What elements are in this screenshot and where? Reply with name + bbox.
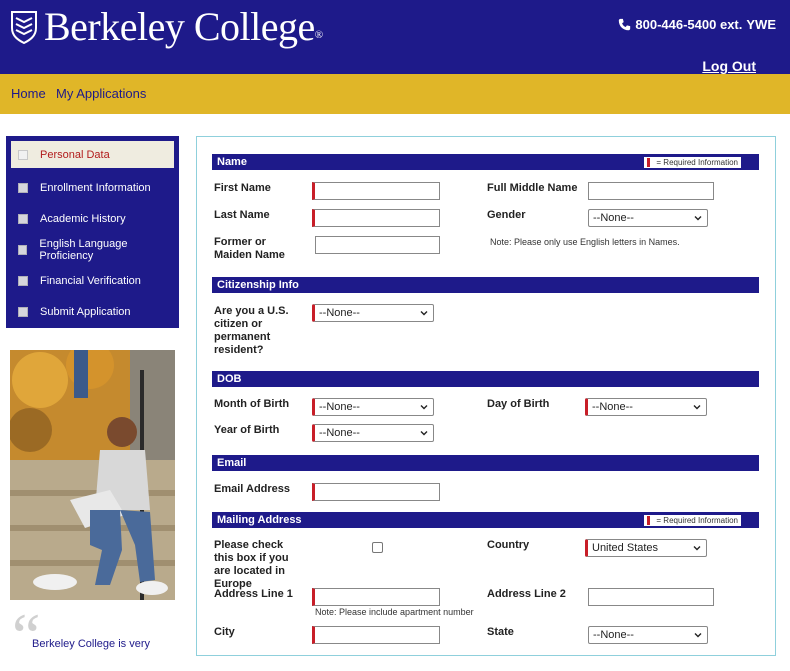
names-english-note: Note: Please only use English letters in Names. [490, 237, 680, 247]
section-title: Name [217, 156, 247, 168]
sidebar-item-label: Financial Verification [40, 274, 141, 287]
nav-my-applications[interactable]: My Applications [56, 86, 147, 101]
us-citizen-question-label: Are you a U.S. citizen or permanent resident? [214, 305, 289, 356]
step-checkbox-icon [18, 150, 28, 160]
phone-extension: YWE [746, 17, 776, 32]
section-header-dob [212, 371, 759, 387]
sidebar-item-personal-data[interactable] [11, 141, 174, 168]
email-address-label: Email Address [214, 483, 291, 495]
gender-label: Gender [487, 209, 526, 221]
state-select-value: --None-- [593, 629, 634, 641]
gender-select[interactable] [588, 209, 708, 227]
application-steps-sidebar [6, 136, 179, 328]
country-select[interactable] [585, 539, 707, 557]
phone-contact [618, 17, 776, 32]
city-input[interactable] [312, 626, 440, 644]
section-header-name [212, 154, 759, 170]
shield-icon [10, 10, 38, 44]
step-checkbox-icon [18, 276, 28, 286]
state-label: State [487, 626, 514, 638]
full-middle-name-label: Full Middle Name [487, 182, 578, 194]
address-line-1-label: Address Line 1 [214, 588, 293, 600]
chevron-down-icon [419, 308, 429, 318]
year-select-value: --None-- [319, 427, 360, 439]
sidebar-item-label: Academic History [40, 212, 126, 225]
section-header-mailing-address [212, 512, 759, 528]
day-select-value: --None-- [592, 401, 633, 413]
day-of-birth-select[interactable] [585, 398, 707, 416]
phone-icon [618, 18, 631, 31]
gender-select-value: --None-- [593, 212, 634, 224]
testimonial-text: Berkeley College is very [32, 638, 150, 650]
us-citizen-select[interactable] [312, 304, 434, 322]
college-logo[interactable] [10, 4, 323, 50]
college-name: Berkeley College® [44, 4, 323, 49]
sidebar-item-label: Enrollment Information [40, 181, 151, 194]
chevron-down-icon [419, 402, 429, 412]
country-label: Country [487, 539, 530, 551]
section-title: Mailing Address [217, 514, 302, 526]
former-maiden-name-input[interactable] [315, 236, 440, 254]
step-checkbox-icon [18, 214, 28, 224]
phone-number: 800-446-5400 ext. [635, 17, 743, 32]
logout-link[interactable]: Log Out [702, 58, 756, 74]
full-middle-name-input[interactable] [588, 182, 714, 200]
sidebar-item-english-proficiency[interactable] [11, 234, 174, 265]
state-select[interactable] [588, 626, 708, 644]
sidebar-item-submit-application[interactable] [11, 296, 174, 327]
main-nav [0, 74, 790, 114]
step-checkbox-icon [18, 307, 28, 317]
first-name-label: First Name [214, 182, 271, 194]
last-name-input[interactable] [312, 209, 440, 227]
sidebar-item-label: Submit Application [40, 305, 131, 318]
section-title: Citizenship Info [217, 279, 299, 291]
address-line-2-input[interactable] [588, 588, 714, 606]
sidebar-item-label: English Language Proficiency [39, 237, 128, 262]
month-of-birth-select[interactable] [312, 398, 434, 416]
required-legend: = Required Information [644, 515, 741, 526]
chevron-down-icon [692, 402, 702, 412]
required-legend: = Required Information [644, 157, 741, 168]
student-photo [10, 350, 175, 600]
chevron-down-icon [693, 630, 703, 640]
europe-checkbox-label: Please check this box if you are located in Europe [214, 539, 289, 590]
day-of-birth-label: Day of Birth [487, 398, 550, 410]
address-line-1-input[interactable] [312, 588, 440, 606]
sidebar-item-financial-verification[interactable] [11, 265, 174, 296]
europe-checkbox[interactable] [372, 542, 383, 553]
section-title: DOB [217, 373, 242, 385]
site-header [0, 0, 790, 74]
month-of-birth-label: Month of Birth [214, 398, 290, 410]
chevron-down-icon [693, 213, 703, 223]
apartment-number-note: Note: Please include apartment number [315, 607, 474, 617]
step-checkbox-icon [18, 245, 27, 255]
email-address-input[interactable] [312, 483, 440, 501]
section-header-email [212, 455, 759, 471]
quote-mark-icon: “ [12, 600, 41, 671]
city-label: City [214, 626, 235, 638]
chevron-down-icon [419, 428, 429, 438]
sidebar-item-academic-history[interactable] [11, 203, 174, 234]
year-of-birth-label: Year of Birth [214, 424, 280, 436]
first-name-input[interactable] [312, 182, 440, 200]
section-title: Email [217, 457, 247, 469]
sidebar-item-label: Personal Data [40, 148, 110, 161]
section-header-citizenship [212, 277, 759, 293]
student-photo-illustration [10, 350, 175, 600]
year-of-birth-select[interactable] [312, 424, 434, 442]
nav-home[interactable]: Home [11, 86, 46, 101]
us-citizen-select-value: --None-- [319, 307, 360, 319]
address-line-2-label: Address Line 2 [487, 588, 566, 600]
former-maiden-name-label: Former or Maiden Name [214, 236, 285, 261]
step-checkbox-icon [18, 183, 28, 193]
month-select-value: --None-- [319, 401, 360, 413]
country-select-value: United States [592, 542, 659, 554]
chevron-down-icon [692, 543, 702, 553]
last-name-label: Last Name [214, 209, 270, 221]
sidebar-item-enrollment-information[interactable] [11, 172, 174, 203]
